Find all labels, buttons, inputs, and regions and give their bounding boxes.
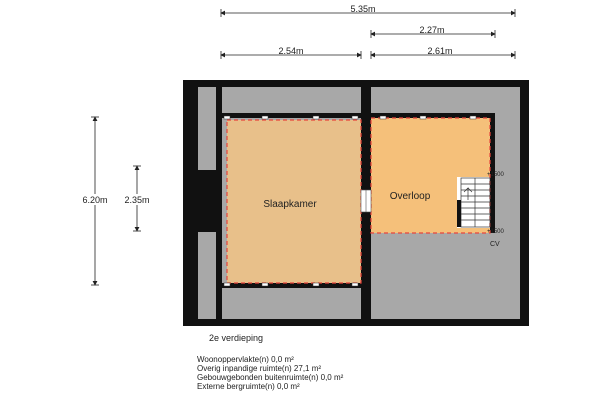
stair-area	[457, 177, 490, 228]
dimension-right-room-width	[371, 46, 515, 59]
left-chimney	[198, 170, 222, 232]
room-label-landing: Overloop	[389, 191, 431, 202]
legend-line: Overig inpandige ruimte(n) 27,1 m²	[197, 364, 322, 373]
floorplan	[183, 80, 529, 326]
dimension-left-room-width	[221, 46, 361, 59]
dimension-total-width-label: 5.35m	[350, 4, 376, 14]
dimension-left-room-width-label: 2.54m	[278, 46, 304, 56]
dimension-inner-depth	[119, 166, 155, 231]
dimension-total-depth	[77, 117, 113, 285]
stair-height-marker-top: +1500	[487, 172, 504, 178]
area-legend	[197, 355, 343, 391]
floor-label: 2e verdieping	[209, 333, 264, 343]
stair-railing	[457, 200, 461, 227]
stair-height-marker-bottom: +1500	[487, 229, 504, 235]
dimension-upper-right-width	[371, 25, 495, 38]
legend-line: Externe bergruimte(n) 0,0 m²	[197, 382, 300, 391]
dimension-total-width	[221, 4, 515, 17]
bedroom-bottom-wall	[222, 283, 361, 288]
legend-line: Gebouwgebonden buitenruimte(n) 0,0 m²	[197, 373, 344, 382]
cv-marker: CV	[490, 241, 500, 248]
dimension-inner-depth-label: 2.35m	[124, 195, 150, 205]
dimension-right-room-width-label: 2.61m	[427, 46, 453, 56]
legend-line: Woonoppervlakte(n) 0,0 m²	[197, 355, 294, 364]
dimension-upper-right-width-label: 2.27m	[419, 25, 445, 35]
room-label-bedroom: Slaapkamer	[263, 199, 317, 210]
dimension-total-depth-label: 6.20m	[82, 195, 108, 205]
